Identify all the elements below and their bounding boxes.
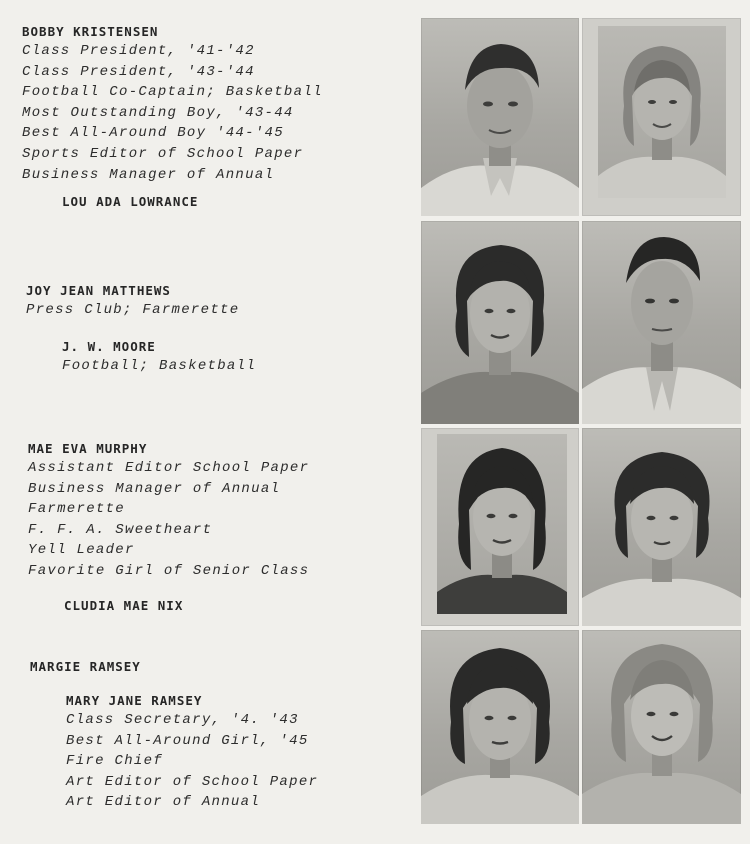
activity-line: Press Club; Farmerette (26, 302, 240, 318)
entry-jw-moore (62, 338, 256, 377)
student-name: BOBBY KRISTENSEN (22, 24, 159, 39)
entry-lou-ada-lowrance (62, 193, 198, 211)
portrait-print (437, 434, 567, 614)
activity-line: Assistant Editor School Paper (28, 460, 310, 476)
portrait-margie-ramsey (421, 630, 579, 824)
activity-line: Best All-Around Girl, '45 (66, 732, 309, 749)
student-name: MARGIE RAMSEY (30, 659, 141, 674)
entry-margie-ramsey (30, 658, 141, 676)
activity-line: Favorite Girl of Senior Class (28, 562, 310, 579)
student-name: MARY JANE RAMSEY (66, 693, 203, 708)
activity-line: Farmerette (28, 501, 126, 518)
entry-bobby-kristensen (22, 23, 323, 185)
portrait-joy-jean-matthews (421, 221, 579, 424)
entry-mary-jane-ramsey (66, 692, 318, 813)
activity-line: Football; Basketball (62, 358, 257, 374)
entry-joy-jean-matthews (26, 282, 239, 321)
student-name: LOU ADA LOWRANCE (62, 194, 199, 209)
activity-line: Art Editor of Annual (66, 794, 261, 811)
activity-line: Art Editor of School Paper (66, 773, 319, 790)
portrait-jw-moore (582, 221, 741, 424)
student-name: CLUDIA MAE NIX (64, 598, 184, 613)
portrait-cludia-mae-nix (582, 428, 741, 626)
activity-line: F. F. A. Sweetheart (28, 521, 213, 538)
activity-line: Best All-Around Boy '44-'45 (22, 125, 284, 142)
portrait-mae-eva-murphy (421, 428, 579, 626)
portrait-print (598, 26, 726, 198)
student-name: J. W. MOORE (62, 339, 156, 354)
portrait-bobby-kristensen (421, 18, 579, 216)
activity-line: Yell Leader (28, 542, 135, 559)
activity-line: Most Outstanding Boy, '43-44 (22, 104, 294, 121)
activity-line: Business Manager of Annual (28, 480, 281, 497)
entry-mae-eva-murphy (28, 440, 309, 582)
student-name: MAE EVA MURPHY (28, 441, 148, 456)
portrait-grid (421, 18, 741, 824)
activity-line: Class Secretary, '4. '43 (66, 712, 299, 728)
entry-cludia-mae-nix (64, 597, 183, 615)
portrait-lou-ada-lowrance (582, 18, 741, 216)
student-name: JOY JEAN MATTHEWS (26, 283, 171, 298)
activity-line: Class President, '41-'42 (22, 43, 255, 59)
portrait-mary-jane-ramsey (582, 630, 741, 824)
activity-line: Class President, '43-'44 (22, 63, 255, 80)
activity-line: Sports Editor of School Paper (22, 145, 304, 162)
activity-line: Fire Chief (66, 753, 164, 770)
activity-line: Football Co-Captain; Basketball (22, 84, 323, 101)
activity-line: Business Manager of Annual (22, 166, 275, 183)
